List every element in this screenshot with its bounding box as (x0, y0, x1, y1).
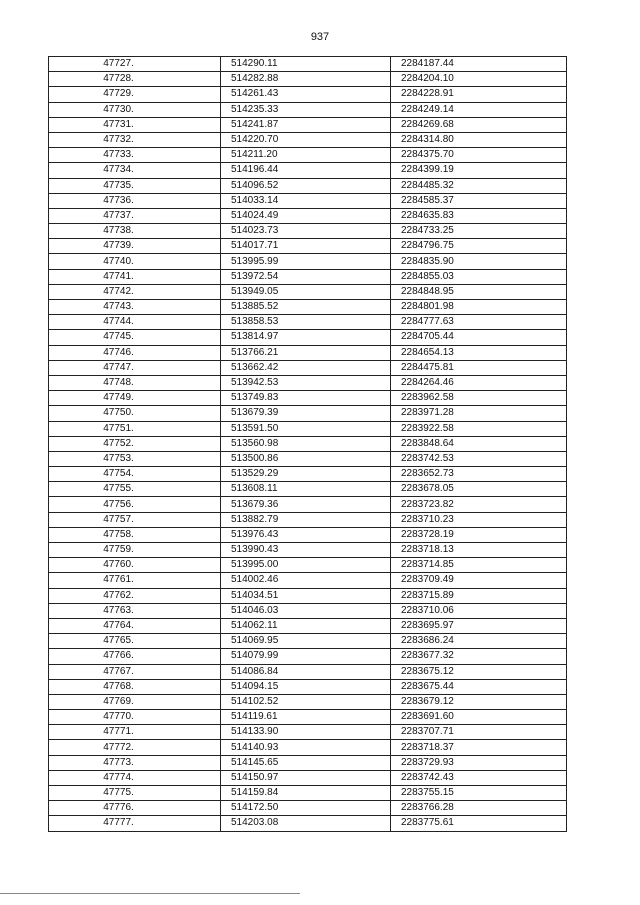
point-id-cell: 47738. (49, 224, 221, 239)
y-coordinate-cell: 2283675.44 (391, 679, 567, 694)
table-row (49, 360, 567, 375)
x-coordinate-cell: 514261.43 (221, 87, 391, 102)
x-coordinate-cell: 513990.43 (221, 543, 391, 558)
table-row (49, 178, 567, 193)
point-id-cell: 47758. (49, 527, 221, 542)
y-coordinate-cell: 2284705.44 (391, 330, 567, 345)
table-row (49, 725, 567, 740)
x-coordinate-cell: 513814.97 (221, 330, 391, 345)
table-row (49, 618, 567, 633)
x-coordinate-cell: 514159.84 (221, 786, 391, 801)
table-row (49, 573, 567, 588)
y-coordinate-cell: 2284485.32 (391, 178, 567, 193)
y-coordinate-cell: 2283775.61 (391, 816, 567, 831)
point-id-cell: 47745. (49, 330, 221, 345)
coordinates-table-body (49, 57, 567, 832)
y-coordinate-cell: 2283755.15 (391, 786, 567, 801)
x-coordinate-cell: 514145.65 (221, 755, 391, 770)
y-coordinate-cell: 2283718.13 (391, 543, 567, 558)
table-row (49, 588, 567, 603)
point-id-cell: 47739. (49, 239, 221, 254)
table-row (49, 421, 567, 436)
y-coordinate-cell: 2283729.93 (391, 755, 567, 770)
table-row (49, 801, 567, 816)
point-id-cell: 47754. (49, 467, 221, 482)
point-id-cell: 47768. (49, 679, 221, 694)
point-id-cell: 47767. (49, 664, 221, 679)
x-coordinate-cell: 513942.53 (221, 375, 391, 390)
y-coordinate-cell: 2283695.97 (391, 618, 567, 633)
point-id-cell: 47743. (49, 300, 221, 315)
table-row (49, 816, 567, 831)
point-id-cell: 47753. (49, 451, 221, 466)
y-coordinate-cell: 2284777.63 (391, 315, 567, 330)
x-coordinate-cell: 514133.90 (221, 725, 391, 740)
table-row (49, 527, 567, 542)
y-coordinate-cell: 2284796.75 (391, 239, 567, 254)
point-id-cell: 47734. (49, 163, 221, 178)
table-row (49, 710, 567, 725)
x-coordinate-cell: 514094.15 (221, 679, 391, 694)
table-row (49, 694, 567, 709)
point-id-cell: 47765. (49, 634, 221, 649)
point-id-cell: 47771. (49, 725, 221, 740)
table-row (49, 269, 567, 284)
y-coordinate-cell: 2284228.91 (391, 87, 567, 102)
x-coordinate-cell: 514024.49 (221, 208, 391, 223)
y-coordinate-cell: 2284585.37 (391, 193, 567, 208)
point-id-cell: 47747. (49, 360, 221, 375)
y-coordinate-cell: 2283710.23 (391, 512, 567, 527)
y-coordinate-cell: 2283971.28 (391, 406, 567, 421)
point-id-cell: 47776. (49, 801, 221, 816)
y-coordinate-cell: 2283714.85 (391, 558, 567, 573)
x-coordinate-cell: 514119.61 (221, 710, 391, 725)
y-coordinate-cell: 2283710.06 (391, 603, 567, 618)
y-coordinate-cell: 2283707.71 (391, 725, 567, 740)
table-row (49, 208, 567, 223)
y-coordinate-cell: 2283922.58 (391, 421, 567, 436)
table-row (49, 224, 567, 239)
point-id-cell: 47755. (49, 482, 221, 497)
point-id-cell: 47777. (49, 816, 221, 831)
table-row (49, 148, 567, 163)
point-id-cell: 47727. (49, 57, 221, 72)
table-row (49, 102, 567, 117)
x-coordinate-cell: 514046.03 (221, 603, 391, 618)
point-id-cell: 47764. (49, 618, 221, 633)
table-row (49, 543, 567, 558)
x-coordinate-cell: 513679.39 (221, 406, 391, 421)
table-row (49, 755, 567, 770)
point-id-cell: 47744. (49, 315, 221, 330)
table-row (49, 664, 567, 679)
y-coordinate-cell: 2284733.25 (391, 224, 567, 239)
y-coordinate-cell: 2283715.89 (391, 588, 567, 603)
point-id-cell: 47759. (49, 543, 221, 558)
x-coordinate-cell: 514196.44 (221, 163, 391, 178)
y-coordinate-cell: 2283723.82 (391, 497, 567, 512)
y-coordinate-cell: 2284264.46 (391, 375, 567, 390)
page-number: 937 (310, 31, 330, 43)
point-id-cell: 47732. (49, 132, 221, 147)
y-coordinate-cell: 2283678.05 (391, 482, 567, 497)
point-id-cell: 47750. (49, 406, 221, 421)
y-coordinate-cell: 2284635.83 (391, 208, 567, 223)
y-coordinate-cell: 2284399.19 (391, 163, 567, 178)
table-row (49, 87, 567, 102)
y-coordinate-cell: 2283677.32 (391, 649, 567, 664)
point-id-cell: 47728. (49, 72, 221, 87)
table-row (49, 558, 567, 573)
point-id-cell: 47731. (49, 117, 221, 132)
table-row (49, 57, 567, 72)
y-coordinate-cell: 2284314.80 (391, 132, 567, 147)
table-row (49, 740, 567, 755)
table-row (49, 406, 567, 421)
table-row (49, 117, 567, 132)
y-coordinate-cell: 2283962.58 (391, 391, 567, 406)
point-id-cell: 47742. (49, 284, 221, 299)
y-coordinate-cell: 2283675.12 (391, 664, 567, 679)
x-coordinate-cell: 514017.71 (221, 239, 391, 254)
y-coordinate-cell: 2284187.44 (391, 57, 567, 72)
x-coordinate-cell: 514220.70 (221, 132, 391, 147)
table-row (49, 72, 567, 87)
table-row (49, 436, 567, 451)
table-row (49, 451, 567, 466)
x-coordinate-cell: 513749.83 (221, 391, 391, 406)
point-id-cell: 47749. (49, 391, 221, 406)
x-coordinate-cell: 513529.29 (221, 467, 391, 482)
point-id-cell: 47740. (49, 254, 221, 269)
point-id-cell: 47760. (49, 558, 221, 573)
y-coordinate-cell: 2283686.24 (391, 634, 567, 649)
table-row (49, 786, 567, 801)
x-coordinate-cell: 513608.11 (221, 482, 391, 497)
point-id-cell: 47769. (49, 694, 221, 709)
table-row (49, 193, 567, 208)
y-coordinate-cell: 2283691.60 (391, 710, 567, 725)
point-id-cell: 47729. (49, 87, 221, 102)
x-coordinate-cell: 513972.54 (221, 269, 391, 284)
y-coordinate-cell: 2283718.37 (391, 740, 567, 755)
x-coordinate-cell: 514290.11 (221, 57, 391, 72)
x-coordinate-cell: 513882.79 (221, 512, 391, 527)
x-coordinate-cell: 514034.51 (221, 588, 391, 603)
x-coordinate-cell: 513995.00 (221, 558, 391, 573)
x-coordinate-cell: 513500.86 (221, 451, 391, 466)
table-row (49, 391, 567, 406)
table-row (49, 634, 567, 649)
x-coordinate-cell: 513949.05 (221, 284, 391, 299)
x-coordinate-cell: 514023.73 (221, 224, 391, 239)
x-coordinate-cell: 514235.33 (221, 102, 391, 117)
x-coordinate-cell: 513679.36 (221, 497, 391, 512)
point-id-cell: 47733. (49, 148, 221, 163)
table-row (49, 284, 567, 299)
x-coordinate-cell: 514086.84 (221, 664, 391, 679)
y-coordinate-cell: 2284475.81 (391, 360, 567, 375)
table-row (49, 512, 567, 527)
y-coordinate-cell: 2284269.68 (391, 117, 567, 132)
table-row (49, 375, 567, 390)
x-coordinate-cell: 514150.97 (221, 770, 391, 785)
table-row (49, 482, 567, 497)
point-id-cell: 47748. (49, 375, 221, 390)
point-id-cell: 47766. (49, 649, 221, 664)
y-coordinate-cell: 2284855.03 (391, 269, 567, 284)
x-coordinate-cell: 514033.14 (221, 193, 391, 208)
x-coordinate-cell: 514079.99 (221, 649, 391, 664)
x-coordinate-cell: 514062.11 (221, 618, 391, 633)
table-row (49, 649, 567, 664)
y-coordinate-cell: 2283679.12 (391, 694, 567, 709)
table-row (49, 603, 567, 618)
table-row (49, 345, 567, 360)
y-coordinate-cell: 2283709.49 (391, 573, 567, 588)
table-row (49, 254, 567, 269)
table-row (49, 679, 567, 694)
footer-rule (0, 893, 300, 894)
point-id-cell: 47741. (49, 269, 221, 284)
y-coordinate-cell: 2284204.10 (391, 72, 567, 87)
table-row (49, 770, 567, 785)
x-coordinate-cell: 514211.20 (221, 148, 391, 163)
x-coordinate-cell: 514140.93 (221, 740, 391, 755)
y-coordinate-cell: 2284249.14 (391, 102, 567, 117)
x-coordinate-cell: 513858.53 (221, 315, 391, 330)
coordinates-table (48, 56, 567, 832)
table-row (49, 467, 567, 482)
point-id-cell: 47770. (49, 710, 221, 725)
x-coordinate-cell: 514069.95 (221, 634, 391, 649)
point-id-cell: 47774. (49, 770, 221, 785)
table-row (49, 315, 567, 330)
table-row (49, 132, 567, 147)
y-coordinate-cell: 2283728.19 (391, 527, 567, 542)
point-id-cell: 47730. (49, 102, 221, 117)
x-coordinate-cell: 513976.43 (221, 527, 391, 542)
point-id-cell: 47773. (49, 755, 221, 770)
x-coordinate-cell: 514282.88 (221, 72, 391, 87)
point-id-cell: 47737. (49, 208, 221, 223)
y-coordinate-cell: 2283742.43 (391, 770, 567, 785)
y-coordinate-cell: 2284654.13 (391, 345, 567, 360)
point-id-cell: 47736. (49, 193, 221, 208)
point-id-cell: 47775. (49, 786, 221, 801)
y-coordinate-cell: 2283652.73 (391, 467, 567, 482)
point-id-cell: 47763. (49, 603, 221, 618)
point-id-cell: 47762. (49, 588, 221, 603)
x-coordinate-cell: 514241.87 (221, 117, 391, 132)
table-row (49, 239, 567, 254)
point-id-cell: 47756. (49, 497, 221, 512)
x-coordinate-cell: 514203.08 (221, 816, 391, 831)
x-coordinate-cell: 513560.98 (221, 436, 391, 451)
point-id-cell: 47757. (49, 512, 221, 527)
point-id-cell: 47735. (49, 178, 221, 193)
table-row (49, 330, 567, 345)
table-row (49, 163, 567, 178)
x-coordinate-cell: 513995.99 (221, 254, 391, 269)
y-coordinate-cell: 2283742.53 (391, 451, 567, 466)
x-coordinate-cell: 514172.50 (221, 801, 391, 816)
y-coordinate-cell: 2284375.70 (391, 148, 567, 163)
table-row (49, 300, 567, 315)
x-coordinate-cell: 513766.21 (221, 345, 391, 360)
point-id-cell: 47751. (49, 421, 221, 436)
x-coordinate-cell: 514002.46 (221, 573, 391, 588)
y-coordinate-cell: 2284848.95 (391, 284, 567, 299)
x-coordinate-cell: 514102.52 (221, 694, 391, 709)
point-id-cell: 47752. (49, 436, 221, 451)
x-coordinate-cell: 514096.52 (221, 178, 391, 193)
point-id-cell: 47761. (49, 573, 221, 588)
x-coordinate-cell: 513591.50 (221, 421, 391, 436)
x-coordinate-cell: 513885.52 (221, 300, 391, 315)
x-coordinate-cell: 513662.42 (221, 360, 391, 375)
y-coordinate-cell: 2283848.64 (391, 436, 567, 451)
point-id-cell: 47772. (49, 740, 221, 755)
point-id-cell: 47746. (49, 345, 221, 360)
y-coordinate-cell: 2284801.98 (391, 300, 567, 315)
table-row (49, 497, 567, 512)
y-coordinate-cell: 2284835.90 (391, 254, 567, 269)
y-coordinate-cell: 2283766.28 (391, 801, 567, 816)
